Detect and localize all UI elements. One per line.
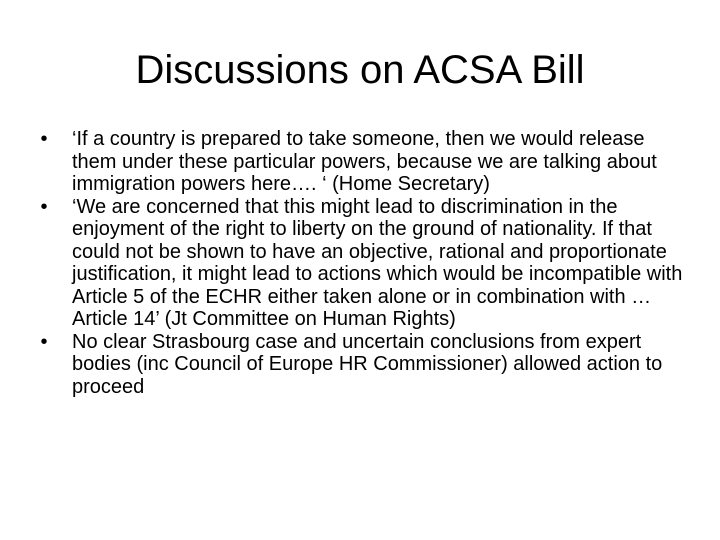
bullet-item xyxy=(36,128,686,196)
slide-title: Discussions on ACSA Bill xyxy=(135,48,585,92)
bullet-text: No clear Strasbourg case and uncertain conclusions from expert bodies (inc Council of Europe HR Commissioner) allowed action to proceed xyxy=(72,330,663,398)
bullet-icon: • xyxy=(40,330,48,353)
bullet-list xyxy=(36,128,686,398)
bullet-icon: • xyxy=(40,128,48,150)
bullet-icon: • xyxy=(40,195,48,218)
bullet-text: ‘We are concerned that this might lead to discrimination in the enjoyment of the right to liberty on the ground of nationality. If that could not be shown to have an objective, rational and proportionate justification, it might lead to actions which would be incompatible with Article 5 of the ECHR either taken alone or in combination with …Article 14’ (Jt Committee on Human Rights) xyxy=(72,195,683,330)
bullet-item xyxy=(36,196,686,331)
bullet-item xyxy=(36,331,686,399)
bullet-text: ‘If a country is prepared to take someone, then we would release them under these particular powers, because we are talking about immigration powers here…. ‘ (Home Secretary) xyxy=(72,128,657,195)
